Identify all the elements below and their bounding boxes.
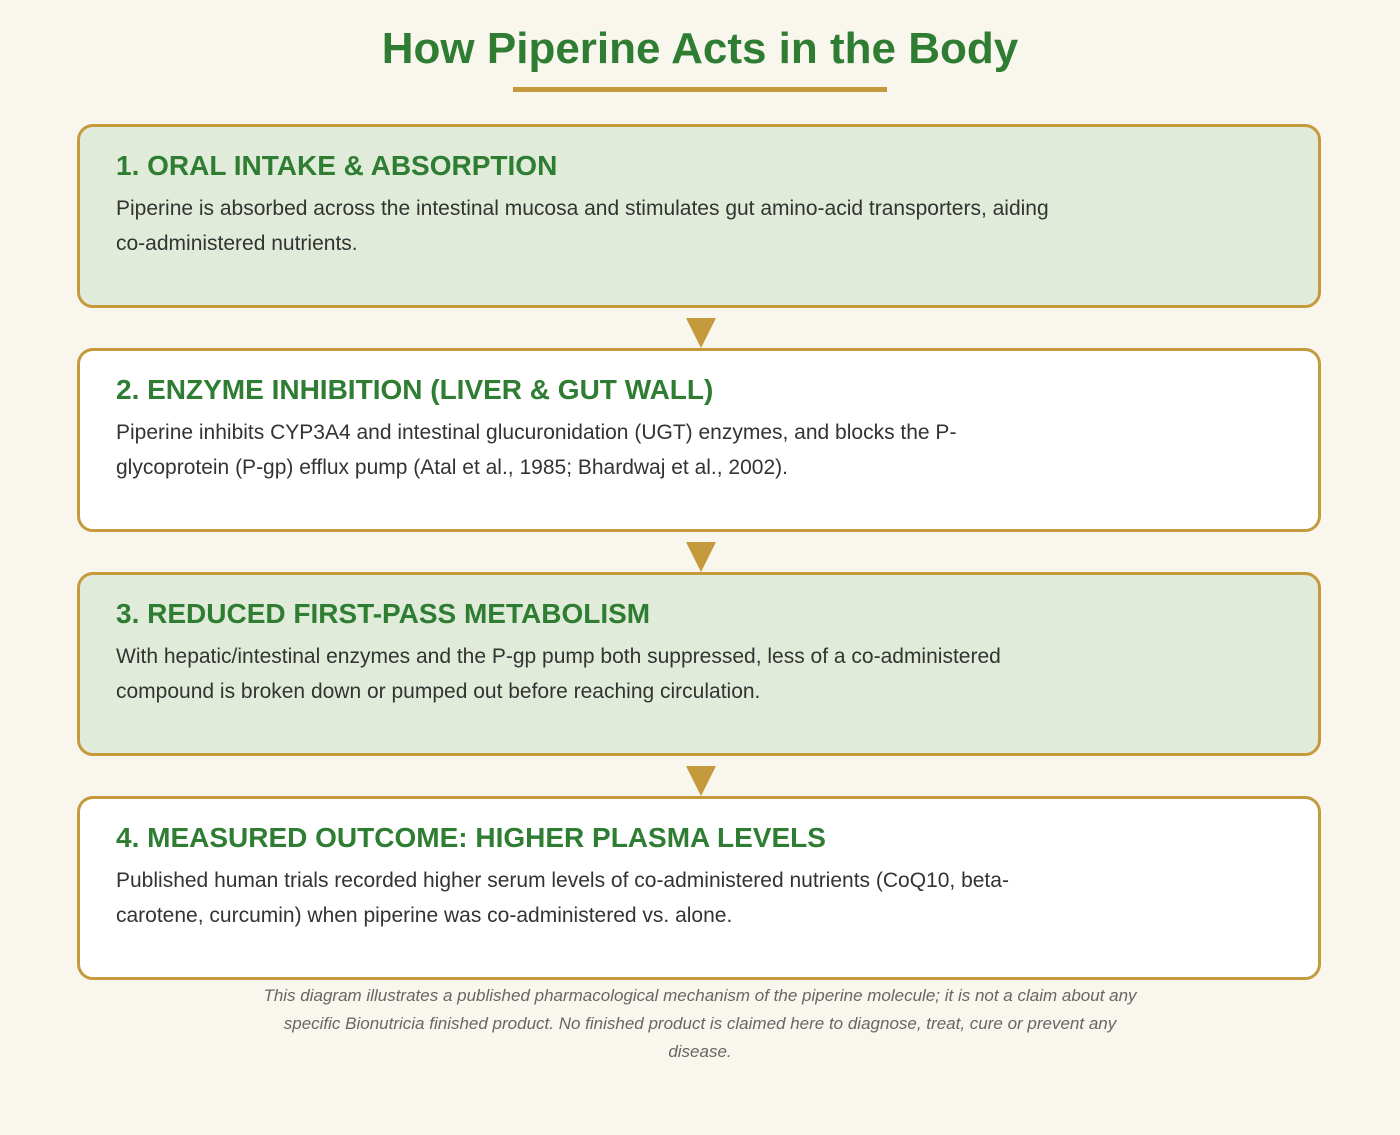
down-arrow-icon: [686, 542, 716, 572]
step-card-first-pass: [77, 572, 1321, 756]
step-description: Piperine is absorbed across the intestinal mucosa and stimulates gut amino-acid transporters, aiding co-administered nutrients.: [116, 197, 1049, 255]
step-title: 2. ENZYME INHIBITION (LIVER & GUT WALL): [116, 374, 714, 405]
step-description: With hepatic/intestinal enzymes and the P-gp pump both suppressed, less of a co-administered compound is broken down or pumped out before reaching circulation.: [116, 645, 1001, 703]
down-arrow-icon: [686, 318, 716, 348]
step-description: Published human trials recorded higher serum levels of co-administered nutrients (CoQ10, beta-carotene, curcumin) when piperine was co-administered vs. alone.: [116, 869, 1009, 927]
step-card-measured-outcome: [77, 796, 1321, 980]
title-underline: [513, 87, 887, 92]
step-title: 3. REDUCED FIRST-PASS METABOLISM: [116, 598, 651, 629]
disclaimer-note: This diagram illustrates a published pharmacological mechanism of the piperine molecule; it is not a claim about any specific Bionutricia finished product. No finished product is claimed here to diagnose, treat, cure or prevent any disease.: [263, 986, 1137, 1061]
step-title: 1. ORAL INTAKE & ABSORPTION: [116, 150, 558, 181]
step-card-enzyme-inhibition: [77, 348, 1321, 532]
down-arrow-icon: [686, 766, 716, 796]
page-title: How Piperine Acts in the Body: [381, 24, 1019, 73]
step-card-oral-intake: [77, 124, 1321, 308]
step-title: 4. MEASURED OUTCOME: HIGHER PLASMA LEVELS: [116, 822, 826, 853]
step-description: Piperine inhibits CYP3A4 and intestinal glucuronidation (UGT) enzymes, and blocks the P-glycoprotein (P-gp) efflux pump (Atal et al., 1985; Bhardwaj et al., 2002).: [116, 421, 957, 479]
